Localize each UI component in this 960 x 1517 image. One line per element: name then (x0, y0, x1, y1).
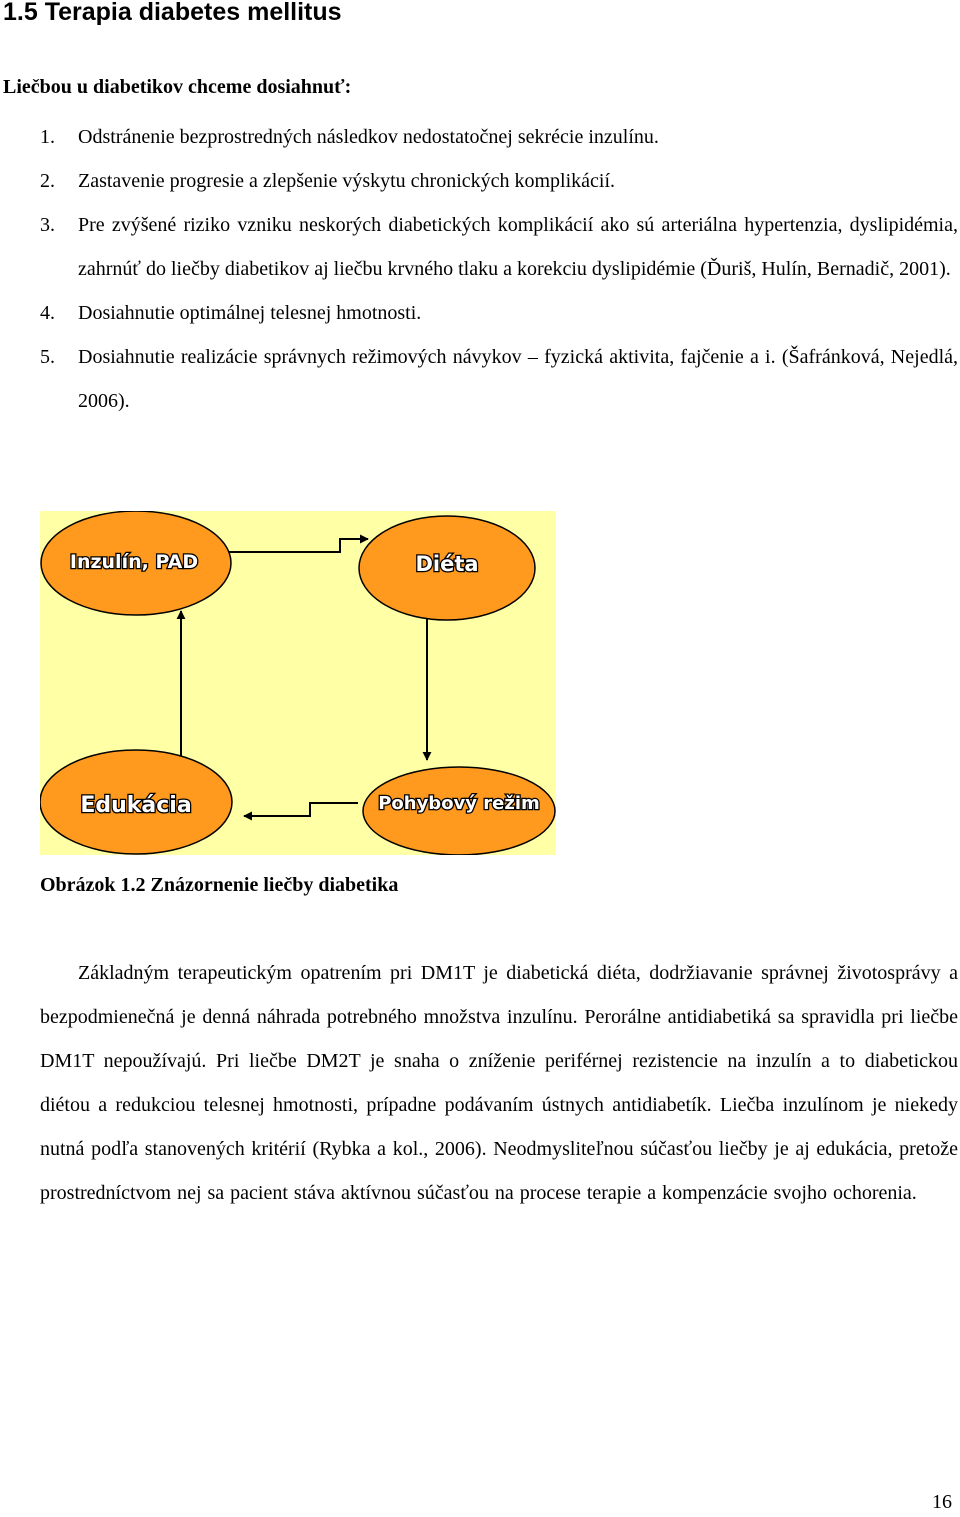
page-number: 16 (932, 1491, 952, 1513)
node-insulin (41, 511, 231, 615)
goal-text: Dosiahnutie optimálnej telesnej hmotnosti. (78, 302, 422, 324)
goal-number: 1. (40, 126, 55, 148)
goals-list (40, 115, 958, 423)
section-heading: 1.5 Terapia diabetes mellitus (3, 0, 342, 26)
treatment-diagram (40, 511, 556, 855)
goal-number: 4. (40, 302, 55, 324)
goal-text: Dosiahnutie realizácie správnych režimových návykov – fyzická aktivita, fajčenie a i. (Šafránková, Nejedlá, 2006). (78, 346, 958, 412)
node-education-label: Edukácia (80, 793, 192, 818)
goal-item (40, 335, 958, 423)
treatment-diagram-svg (40, 511, 556, 855)
body-paragraph: Základným terapeutickým opatrením pri DM1T je diabetická diéta, dodržiavanie správnej životosprávy a bezpodmienečná je denná náhrada potrebného množstva inzulínu. Perorálne antidiabetiká sa spravidla pri liečbe DM1T nepoužívajú. Pri liečbe DM2T je snaha o zníženie periférnej rezistencie na inzulín a to diabetickou diétou a redukciou telesnej hmotnosti, prípadne podávaním ústnych antidiabetík. Liečba inzulínom je niekedy nutná podľa stanovených kritérií (Rybka a kol., 2006). Neodmysliteľnou súčasťou liečby je aj edukácia, pretože prostredníctvom nej sa pacient stáva aktívnou súčasťou na procese terapie a kompenzácie svojho ochorenia. (40, 962, 958, 1204)
goal-number: 5. (40, 346, 55, 368)
node-exercise-label: Pohybový režim (378, 793, 540, 814)
goal-number: 3. (40, 214, 55, 236)
node-insulin-label: Inzulín, PAD (69, 551, 199, 573)
goal-text: Zastavenie progresie a zlepšenie výskytu chronických komplikácií. (78, 170, 616, 192)
goals-intro: Liečbou u diabetikov chceme dosiahnuť: (3, 76, 352, 98)
goal-item (40, 159, 958, 203)
arrow-exercise-to-education (244, 803, 358, 816)
goal-item (40, 291, 958, 335)
figure-caption: Obrázok 1.2 Znázornenie liečby diabetika (40, 874, 399, 896)
goal-text: Pre zvýšené riziko vzniku neskorých diabetických komplikácií ako sú arteriálna hypertenzia, dyslipidémia, zahrnúť do liečby diabetikov aj liečbu krvného tlaku a korekciu dyslipidémie (Ďuriš, Hulín, Bernadič, 2001). (78, 214, 958, 280)
node-diet-label: Diéta (415, 552, 479, 576)
node-diet (359, 516, 535, 620)
arrow-insulin-to-diet (220, 539, 368, 552)
goal-item (40, 203, 958, 291)
node-exercise (363, 767, 555, 855)
goal-text: Odstránenie bezprostredných následkov nedostatočnej sekrécie inzulínu. (78, 126, 659, 148)
node-education (40, 750, 232, 854)
goal-number: 2. (40, 170, 55, 192)
goal-item (40, 115, 958, 159)
